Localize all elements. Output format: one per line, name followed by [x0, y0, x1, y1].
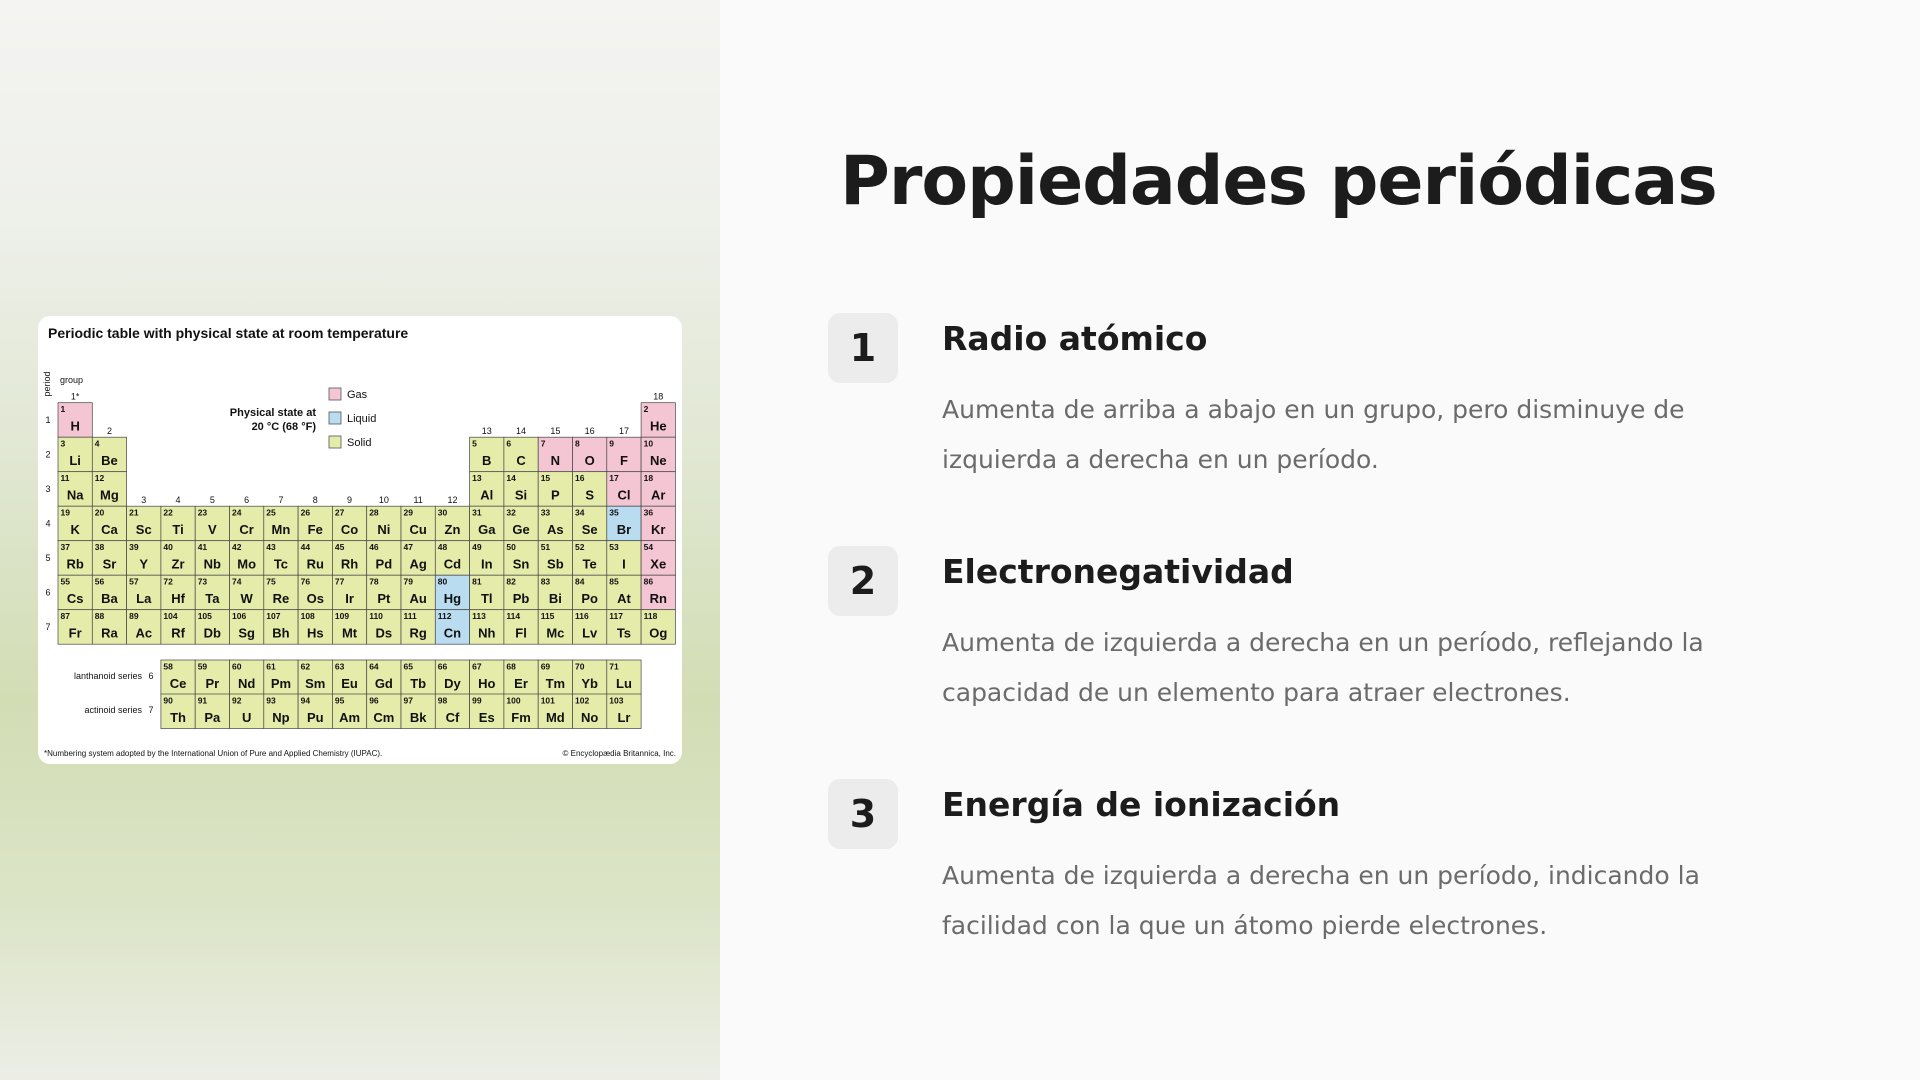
element-symbol: Sr	[102, 556, 117, 572]
element-symbol: Be	[101, 453, 118, 469]
period-number: 7	[45, 621, 51, 632]
element-symbol: Al	[480, 487, 494, 503]
atomic-number: 43	[266, 542, 276, 553]
atomic-number: 103	[609, 695, 624, 706]
atomic-number: 42	[232, 542, 242, 553]
element-symbol: Co	[340, 522, 359, 538]
element-symbol: Eu	[341, 676, 358, 691]
group-number: 2	[106, 426, 112, 437]
atomic-number: 44	[300, 542, 311, 553]
element-symbol: Ar	[651, 487, 666, 503]
element-symbol: Tm	[545, 676, 566, 691]
atomic-number: 109	[334, 611, 350, 622]
atomic-number: 96	[369, 695, 379, 706]
atomic-number: 26	[300, 507, 311, 518]
element-symbol: Cu	[409, 522, 427, 538]
atomic-number: 19	[60, 507, 70, 518]
atomic-number: 23	[197, 507, 208, 518]
property-description: Aumenta de izquierda a derecha en un período, indicando la facilidad con la que un átomo pierde electrones.	[942, 861, 1700, 940]
atomic-number: 74	[232, 576, 242, 587]
element-symbol: As	[547, 522, 564, 538]
atomic-number: 92	[232, 695, 242, 706]
atomic-number: 51	[540, 542, 551, 553]
atomic-number: 47	[403, 542, 413, 553]
atomic-number: 6	[506, 438, 512, 449]
atomic-number: 8	[575, 438, 580, 449]
element-symbol: Pu	[306, 710, 324, 725]
figure-credit: © Encyclopædia Britannica, Inc.	[562, 749, 676, 758]
atomic-number: 55	[60, 576, 70, 587]
atomic-number: 110	[369, 611, 383, 622]
group-number: 14	[516, 426, 527, 437]
atomic-number: 82	[506, 576, 516, 587]
atomic-number: 79	[403, 576, 413, 587]
legend-label: Gas	[347, 389, 368, 401]
element-symbol: Re	[272, 591, 290, 607]
element-symbol: Ba	[101, 591, 118, 607]
left-image-panel	[0, 0, 720, 1080]
series-period-number: 7	[148, 705, 154, 715]
element-symbol: S	[585, 487, 594, 503]
element-symbol: Po	[581, 591, 598, 607]
atomic-number: 61	[266, 661, 276, 672]
element-symbol: Se	[581, 522, 598, 538]
atomic-number: 105	[197, 611, 212, 622]
group-number: 9	[347, 495, 353, 506]
atomic-number: 36	[643, 507, 654, 518]
element-symbol: Rh	[340, 556, 359, 572]
element-symbol: Db	[203, 625, 222, 641]
atomic-number: 12	[94, 473, 105, 484]
element-symbol: Xe	[650, 556, 667, 572]
atomic-number: 45	[334, 542, 345, 553]
element-symbol: Nh	[478, 625, 496, 641]
atomic-number: 9	[609, 438, 615, 449]
period-number: 3	[45, 483, 51, 494]
element-symbol: H	[70, 418, 80, 434]
element-symbol: Tc	[273, 556, 289, 572]
atomic-number: 34	[575, 507, 585, 518]
atomic-number: 16	[575, 473, 585, 484]
atomic-number: 115	[540, 611, 555, 622]
atomic-number: 93	[266, 695, 276, 706]
group-number: 13	[481, 426, 492, 437]
slide-title: Propiedades periódicas	[840, 142, 1717, 221]
group-number: 11	[413, 495, 423, 506]
element-symbol: Ti	[172, 522, 184, 538]
atomic-number: 66	[437, 661, 448, 672]
element-symbol: I	[622, 556, 626, 572]
element-symbol: Hg	[443, 591, 462, 607]
element-symbol: Cn	[443, 625, 462, 641]
element-symbol: U	[241, 710, 252, 725]
atomic-number: 31	[472, 507, 482, 518]
element-symbol: Si	[514, 487, 528, 503]
group-number: 7	[278, 495, 284, 506]
element-symbol: Bk	[409, 710, 427, 725]
element-symbol: Bh	[272, 625, 290, 641]
legend-swatch	[329, 388, 341, 400]
element-symbol: Ra	[101, 625, 118, 641]
element-symbol: Rf	[171, 625, 185, 641]
element-symbol: Pr	[205, 676, 220, 691]
property-description: Aumenta de izquierda a derecha en un período, reflejando la capacidad de un elemento para atraer electrones.	[942, 628, 1704, 707]
atomic-number: 17	[609, 473, 619, 484]
atomic-number: 60	[232, 661, 242, 672]
element-symbol: Kr	[651, 522, 666, 538]
atomic-number: 68	[506, 661, 516, 672]
atomic-number: 58	[163, 661, 173, 672]
group-number: 15	[550, 426, 561, 437]
element-symbol: Br	[616, 522, 632, 538]
element-symbol: Sn	[512, 556, 530, 572]
element-symbol: In	[480, 556, 493, 572]
atomic-number: 87	[60, 611, 70, 622]
series-period-number: 6	[148, 671, 154, 681]
element-symbol: Pa	[204, 710, 221, 725]
group-number: 1*	[70, 391, 80, 402]
element-symbol: Er	[514, 676, 528, 691]
atomic-number: 88	[94, 611, 105, 622]
atomic-number: 28	[369, 507, 379, 518]
element-symbol: Cl	[617, 487, 631, 503]
atomic-number: 7	[540, 438, 546, 449]
element-symbol: Cr	[239, 522, 254, 538]
element-symbol: Pb	[512, 591, 530, 607]
atomic-number: 104	[163, 611, 178, 622]
property-title: Electronegatividad	[942, 552, 1294, 591]
atomic-number: 33	[540, 507, 551, 518]
atomic-number: 70	[575, 661, 585, 672]
atomic-number: 22	[163, 507, 173, 518]
figure-title: Periodic table with physical state at room temperature	[48, 325, 409, 341]
atomic-number: 40	[163, 542, 173, 553]
atomic-number: 116	[575, 611, 589, 622]
element-symbol: Ac	[135, 625, 153, 641]
atomic-number: 27	[334, 507, 345, 518]
atomic-number: 89	[129, 611, 139, 622]
element-symbol: Ge	[512, 522, 530, 538]
element-symbol: No	[580, 710, 599, 725]
element-symbol: V	[208, 522, 217, 538]
element-symbol: Sm	[305, 676, 326, 691]
atomic-number: 20	[94, 507, 105, 518]
element-symbol: Y	[139, 556, 149, 572]
element-symbol: Ne	[649, 453, 667, 469]
element-symbol: Mc	[546, 625, 565, 641]
atomic-number: 11	[60, 473, 70, 484]
element-symbol: Sb	[547, 556, 564, 572]
period-number: 1	[45, 414, 51, 425]
atomic-number: 102	[575, 695, 590, 706]
element-symbol: Sc	[135, 522, 152, 538]
element-symbol: Na	[66, 487, 84, 503]
atomic-number: 57	[129, 576, 139, 587]
atomic-number: 97	[403, 695, 413, 706]
group-number: 3	[141, 495, 147, 506]
element-symbol: Lu	[616, 676, 632, 691]
atomic-number: 56	[94, 576, 105, 587]
element-symbol: Te	[582, 556, 597, 572]
element-symbol: K	[70, 522, 80, 538]
atomic-number: 59	[197, 661, 208, 672]
element-symbol: Ho	[478, 676, 496, 691]
legend-label: Solid	[347, 437, 372, 449]
property-title: Energía de ionización	[942, 785, 1341, 824]
atomic-number: 71	[609, 661, 619, 672]
element-symbol: P	[551, 487, 560, 503]
atomic-number: 53	[609, 542, 619, 553]
atomic-number: 29	[403, 507, 413, 518]
atomic-number: 67	[472, 661, 482, 672]
element-symbol: Rb	[66, 556, 84, 572]
element-symbol: O	[584, 453, 595, 469]
atomic-number: 83	[540, 576, 551, 587]
actinoid-series-label: actinoid series	[84, 705, 142, 715]
element-symbol: Tb	[410, 676, 427, 691]
atomic-number: 41	[197, 542, 208, 553]
atomic-number: 86	[643, 576, 654, 587]
element-symbol: Rg	[409, 625, 427, 641]
element-symbol: Hs	[306, 625, 324, 641]
atomic-number: 100	[506, 695, 521, 706]
element-symbol: Li	[69, 453, 81, 469]
element-symbol: Ta	[205, 591, 220, 607]
periodic-table-image	[38, 316, 682, 764]
element-symbol: Ce	[169, 676, 187, 691]
element-symbol: Ts	[616, 625, 632, 641]
atomic-number: 91	[197, 695, 208, 706]
atomic-number: 54	[643, 542, 654, 553]
element-symbol: Mo	[237, 556, 257, 572]
element-symbol: Md	[545, 710, 565, 725]
atomic-number: 90	[163, 695, 173, 706]
atomic-number: 3	[60, 438, 66, 449]
element-symbol: Ir	[345, 591, 354, 607]
atomic-number: 10	[643, 438, 654, 449]
atomic-number: 95	[334, 695, 345, 706]
element-symbol: Cf	[445, 710, 460, 725]
atomic-number: 75	[266, 576, 276, 587]
element-symbol: Zn	[444, 522, 461, 538]
lanthanoid-series-label: lanthanoid series	[73, 671, 142, 681]
atomic-number: 24	[232, 507, 242, 518]
group-number: 10	[378, 495, 389, 506]
element-symbol: Hf	[171, 591, 185, 607]
element-symbol: Dy	[444, 676, 461, 691]
atomic-number: 85	[609, 576, 619, 587]
atomic-number: 77	[334, 576, 345, 587]
group-number: 4	[175, 495, 181, 506]
atomic-number: 108	[300, 611, 315, 622]
element-symbol: Os	[306, 591, 324, 607]
element-symbol: Yb	[581, 676, 598, 691]
atomic-number: 106	[232, 611, 247, 622]
atomic-number: 73	[197, 576, 208, 587]
legend-title: Physical state at	[229, 407, 316, 419]
atomic-number: 69	[540, 661, 551, 672]
atomic-number: 101	[540, 695, 555, 706]
legend-label: Liquid	[347, 413, 377, 425]
element-symbol: Lr	[617, 710, 631, 725]
element-symbol: Rn	[649, 591, 667, 607]
element-symbol: Fe	[307, 522, 323, 538]
element-symbol: Pd	[375, 556, 393, 572]
element-symbol: Mn	[271, 522, 291, 538]
atomic-number: 107	[266, 611, 281, 622]
element-symbol: N	[550, 453, 561, 469]
atomic-number: 46	[369, 542, 379, 553]
atomic-number: 30	[437, 507, 448, 518]
atomic-number: 25	[266, 507, 276, 518]
atomic-number: 37	[60, 542, 70, 553]
atomic-number: 13	[472, 473, 482, 484]
element-symbol: Np	[272, 710, 290, 725]
atomic-number: 15	[540, 473, 551, 484]
element-symbol: Sg	[238, 625, 255, 641]
atomic-number: 118	[643, 611, 658, 622]
atomic-number: 48	[437, 542, 448, 553]
atomic-number: 52	[575, 542, 585, 553]
period-axis-label: period	[42, 371, 52, 397]
element-symbol: W	[240, 591, 253, 607]
group-number: 17	[618, 426, 629, 437]
element-symbol: Cs	[66, 591, 84, 607]
element-symbol: Cm	[373, 710, 395, 725]
atomic-number: 62	[300, 661, 311, 672]
figure-footnote: *Numbering system adopted by the International Union of Pure and Applied Chemistry (IUPAC).	[44, 749, 383, 758]
element-symbol: Ni	[377, 522, 391, 538]
group-number: 8	[312, 495, 318, 506]
element-symbol: Lv	[582, 625, 598, 641]
element-symbol: Bi	[548, 591, 562, 607]
atomic-number: 117	[609, 611, 624, 622]
element-symbol: Pt	[377, 591, 391, 607]
element-symbol: Am	[339, 710, 361, 725]
element-symbol: Zr	[171, 556, 185, 572]
atomic-number: 1	[60, 404, 66, 415]
element-symbol: Pm	[270, 676, 292, 691]
atomic-number: 64	[369, 661, 379, 672]
element-symbol: He	[649, 418, 667, 434]
atomic-number: 112	[437, 611, 452, 622]
period-number: 4	[45, 518, 51, 529]
element-symbol: Au	[409, 591, 427, 607]
atomic-number: 32	[506, 507, 516, 518]
element-symbol: Es	[478, 710, 495, 725]
element-symbol: Cd	[443, 556, 462, 572]
property-title: Radio atómico	[942, 319, 1208, 358]
element-symbol: Ds	[375, 625, 393, 641]
atomic-number: 21	[129, 507, 139, 518]
element-symbol: B	[482, 453, 492, 469]
element-symbol: Ga	[478, 522, 496, 538]
group-axis-label: group	[60, 375, 84, 385]
period-number: 6	[45, 587, 51, 598]
element-symbol: Tl	[480, 591, 493, 607]
atomic-number: 99	[472, 695, 482, 706]
number-badge: 3	[828, 779, 898, 849]
atomic-number: 113	[472, 611, 486, 622]
group-number: 16	[584, 426, 595, 437]
atomic-number: 63	[334, 661, 345, 672]
period-number: 5	[45, 552, 51, 563]
element-symbol: La	[136, 591, 152, 607]
element-symbol: Mg	[100, 487, 119, 503]
atomic-number: 2	[643, 404, 649, 415]
atomic-number: 78	[369, 576, 379, 587]
element-symbol: Nd	[237, 676, 256, 691]
element-symbol: Ag	[409, 556, 427, 572]
element-symbol: Mt	[341, 625, 358, 641]
element-symbol: Fr	[68, 625, 82, 641]
atomic-number: 111	[403, 611, 417, 622]
element-symbol: Fl	[515, 625, 527, 641]
atomic-number: 14	[506, 473, 516, 484]
atomic-number: 81	[472, 576, 482, 587]
element-symbol: At	[617, 591, 631, 607]
periodic-table-figure	[38, 316, 682, 764]
element-symbol: C	[516, 453, 526, 469]
atomic-number: 114	[506, 611, 521, 622]
element-symbol: Og	[649, 625, 668, 641]
group-number: 6	[244, 495, 250, 506]
atomic-number: 98	[437, 695, 448, 706]
atomic-number: 39	[129, 542, 139, 553]
atomic-number: 49	[472, 542, 482, 553]
element-symbol: Ca	[101, 522, 118, 538]
atomic-number: 84	[575, 576, 585, 587]
element-symbol: Th	[170, 710, 186, 725]
group-number: 5	[209, 495, 215, 506]
period-number: 2	[45, 449, 51, 460]
element-symbol: Fm	[511, 710, 531, 725]
group-number: 12	[447, 495, 458, 506]
legend-swatch	[329, 436, 341, 448]
number-badge: 2	[828, 546, 898, 616]
legend-swatch	[329, 412, 341, 424]
atomic-number: 94	[300, 695, 311, 706]
atomic-number: 76	[300, 576, 311, 587]
element-symbol: Nb	[203, 556, 222, 572]
atomic-number: 35	[609, 507, 619, 518]
element-symbol: F	[619, 453, 628, 469]
element-symbol: Gd	[374, 676, 393, 691]
atomic-number: 72	[163, 576, 173, 587]
legend-title: 20 °C (68 °F)	[251, 421, 316, 433]
atomic-number: 5	[472, 438, 477, 449]
atomic-number: 18	[643, 473, 654, 484]
property-description: Aumenta de arriba a abajo en un grupo, pero disminuye de izquierda a derecha en un período.	[942, 395, 1685, 474]
number-badge: 1	[828, 313, 898, 383]
atomic-number: 38	[94, 542, 105, 553]
atomic-number: 4	[94, 438, 100, 449]
atomic-number: 50	[506, 542, 516, 553]
group-number: 18	[653, 391, 664, 402]
atomic-number: 65	[403, 661, 413, 672]
atomic-number: 80	[437, 576, 448, 587]
element-symbol: Ru	[306, 556, 324, 572]
